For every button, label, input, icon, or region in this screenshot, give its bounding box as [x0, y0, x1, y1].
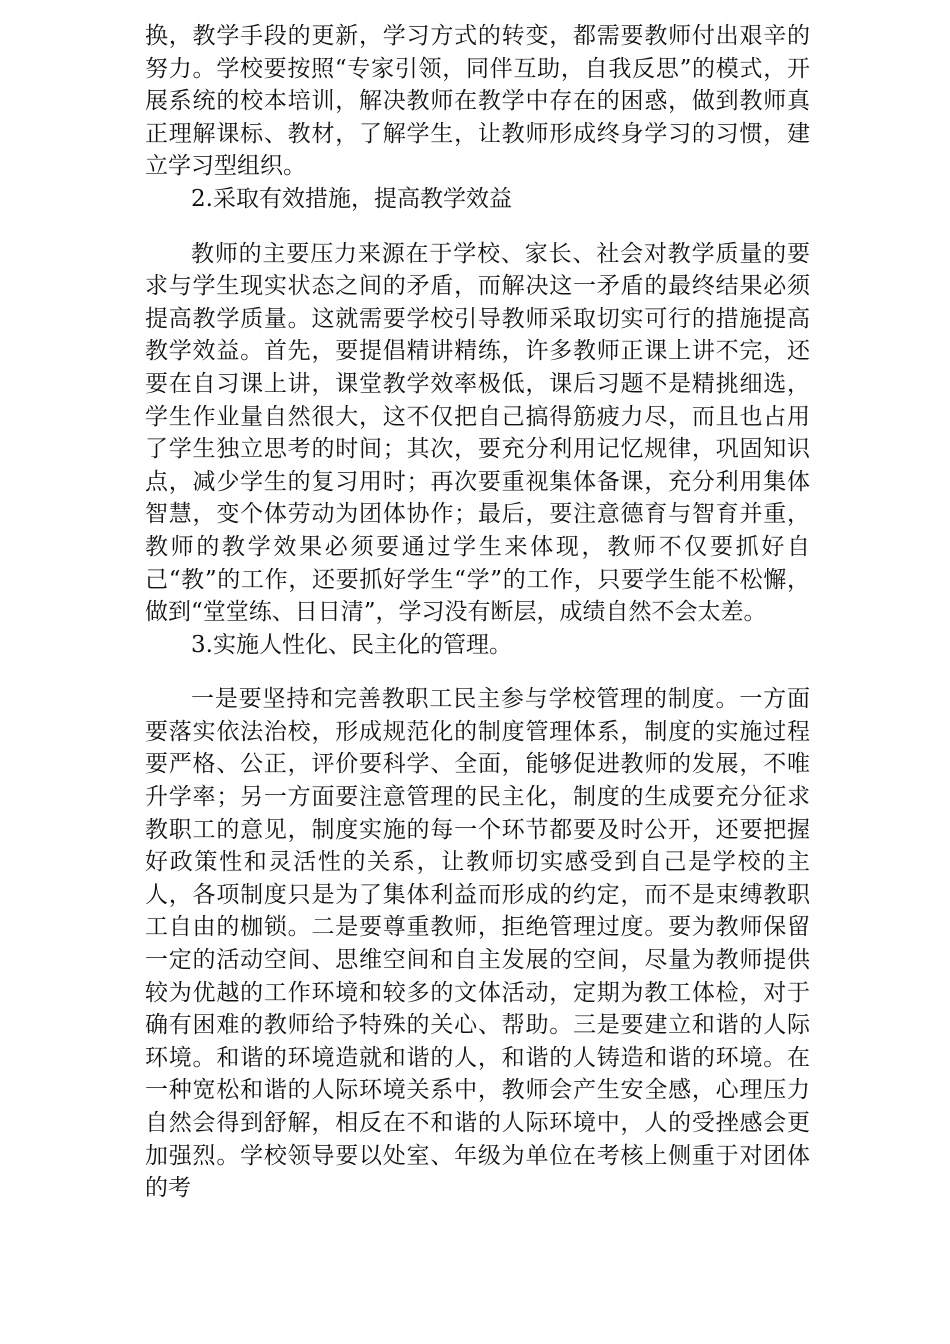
paragraph-humanized-management: 一是要坚持和完善教职工民主参与学校管理的制度。一方面要落实依法治校，形成规范化的制度管理体系，制度的实施过程要严格、公正，评价要科学、全面，能够促进教师的发展，不唯升学率；另一方面要注意管理的民主化，制度的生成要充分征求教职工的意见，制度实施的每一个环节都要及时公开，还要把握好政策性和灵活性的关系，让教师切实感受到自己是学校的主人，各项制度只是为了集体利益而形成的约定，而不是束缚教职工自由的枷锁。二是要尊重教师，拒绝管理过度。要为教师保留一定的活动空间、思维空间和自主发展的空间，尽量为教师提供较为优越的工作环境和较多的文体活动，定期为教工体检，对于确有困难的教师给予特殊的关心、帮助。三是要建立和谐的人际环境。和谐的环境造就和谐的人，和谐的人铸造和谐的环境。在一种宽松和谐的人际环境关系中，教师会产生安全感，心理压力自然会得到舒解，相反在不和谐的人际环境中，人的受挫感会更加强烈。学校领导要以处室、年级为单位在考核上侧重于对团体的考: [145, 686, 810, 1202]
section-heading-3: 3.实施人性化、民主化的管理。: [191, 631, 512, 658]
paragraph-teaching-efficiency: 教师的主要压力来源在于学校、家长、社会对教学质量的要求与学生现实状态之间的矛盾，而解决这一矛盾的最终结果必须提高教学质量。这就需要学校引导教师采取切实可行的措施提高教学效益。首先，要提倡精讲精练，许多教师正课上讲不完，还要在自习课上讲，课堂教学效率极低，课后习题不是精挑细选，学生作业量自然很大，这不仅把自己搞得筋疲力尽，而且也占用了学生独立思考的时间；其次，要充分利用记忆规律，巩固知识点，减少学生的复习用时；再次要重视集体备课，充分利用集体智慧，变个体劳动为团体协作；最后，要注意德育与智育并重，教师的教学效果必须要通过学生来体现，教师不仅要抓好自己“教”的工作，还要抓好学生“学”的工作，只要学生能不松懈，做到“堂堂练、日日清”，学习没有断层，成绩自然不会太差。: [145, 240, 810, 626]
paragraph-continuation: 换，教学手段的更新，学习方式的转变，都需要教师付出艰辛的努力。学校要按照“专家引领，同伴互助，自我反思”的模式，开展系统的校本培训，解决教师在教学中存在的困惑，做到教师真正理解课标、教材，了解学生，让教师形成终身学习的习惯，建立学习型组织。: [145, 23, 810, 180]
section-heading-2: 2.采取有效措施，提高教学效益: [191, 185, 512, 212]
document-body: [145, 20, 810, 1205]
